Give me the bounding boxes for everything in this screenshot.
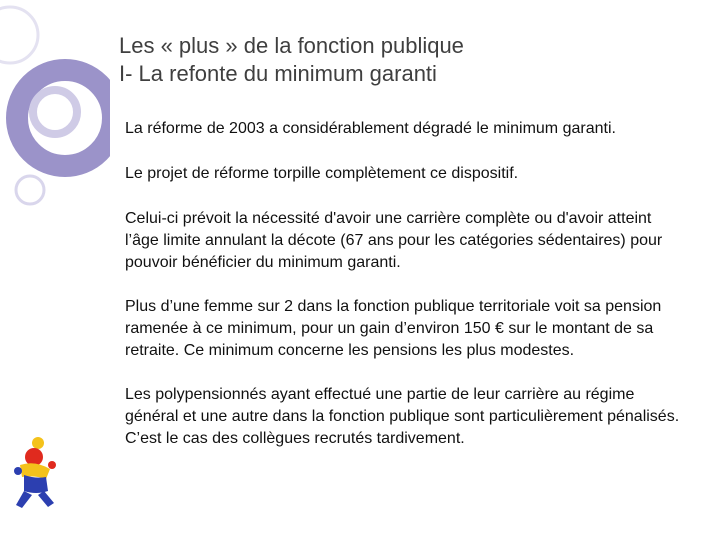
bullet-text: Plus d’une femme sur 2 dans la fonction publique territoriale voit sa pension ramenée à ce minimum, pour un gain d’environ 150 € sur le montant de sa retraite. Ce minimum concerne les pensions les plus modestes.	[125, 298, 662, 359]
decorative-rings	[0, 0, 110, 260]
bullet-item	[104, 118, 684, 140]
bullet-text: Le projet de réforme torpille complètement ce dispositif.	[125, 165, 519, 182]
bullet-item	[104, 296, 684, 362]
title-line-1: Les « plus » de la fonction publique	[119, 33, 464, 58]
bullet-list	[104, 118, 684, 450]
mascot-logo	[10, 435, 60, 510]
bullet-item	[104, 163, 684, 185]
slide-title	[119, 32, 699, 88]
bullet-text: Celui-ci prévoit la nécessité d'avoir une carrière complète ou d'avoir atteint l’âge limite annulant la décote (67 ans pour les catégories sédentaires) pour pouvoir bénéficier du minimum garanti.	[125, 210, 663, 271]
bullet-item	[104, 384, 684, 450]
bullet-item	[104, 208, 684, 274]
title-line-2: I- La refonte du minimum garanti	[119, 61, 437, 86]
bullet-text: Les polypensionnés ayant effectué une partie de leur carrière au régime général et une autre dans la fonction publique sont particulièrement pénalisés. C’est le cas des collègues recrutés tardivement.	[125, 386, 680, 447]
bullet-text: La réforme de 2003 a considérablement dégradé le minimum garanti.	[125, 120, 616, 137]
